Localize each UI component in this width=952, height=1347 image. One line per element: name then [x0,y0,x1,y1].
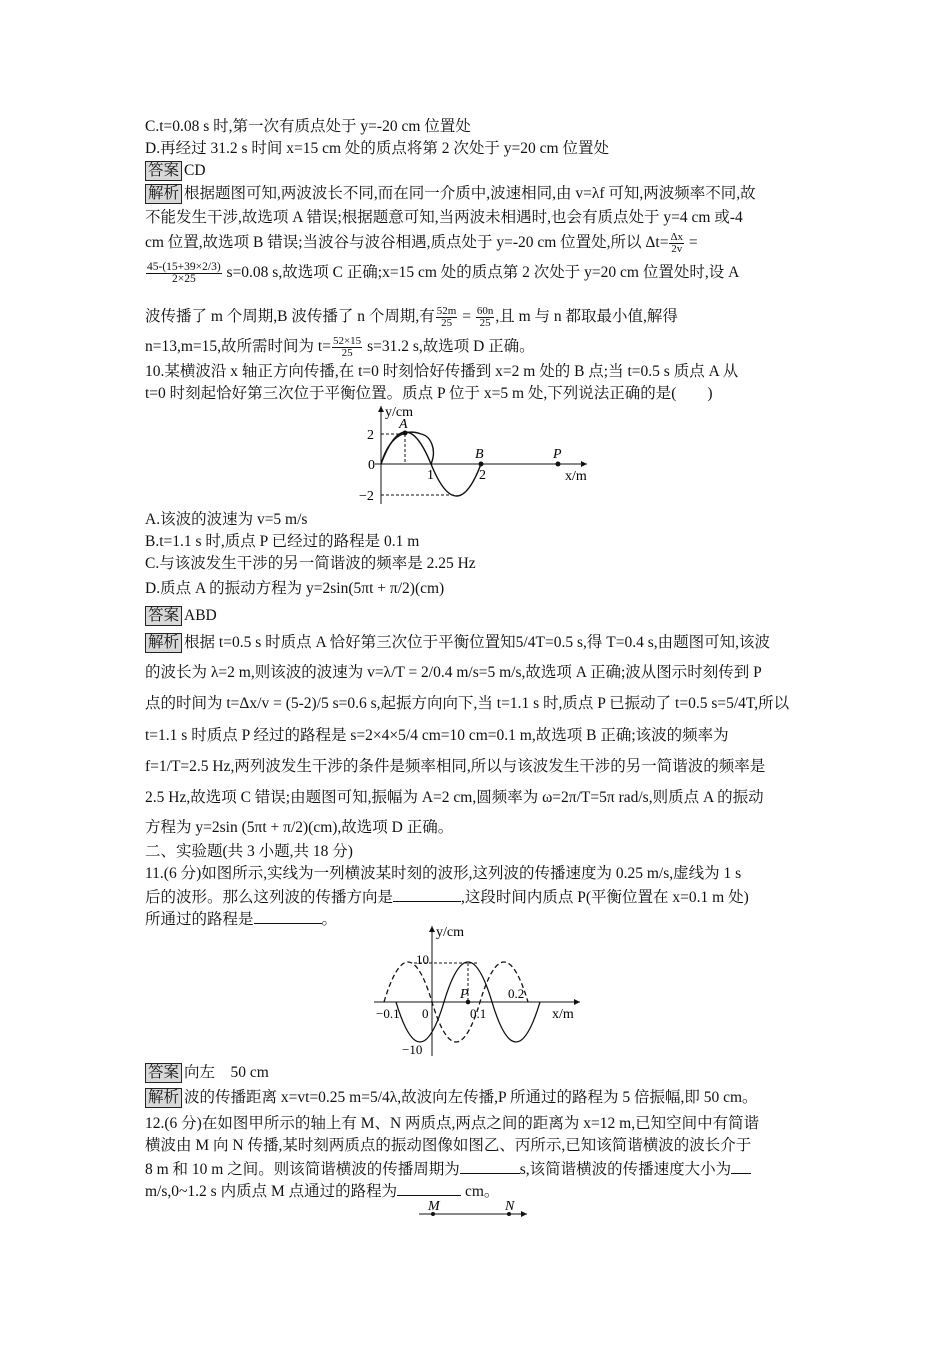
y-axis-label: y/cm [385,405,413,420]
q12-stem-line-2: 横波由 M 向 N 传播,某时刻两质点的振动图像如图乙、丙所示,已知该简谐横波的波长介于 [145,1137,752,1154]
q10-analysis-line-6: 2.5 Hz,故选项 C 错误;由题图可知,振幅为 A=2 cm,圆频率为 ω=2π/T=5π rad/s,则质点 A 的振动 [145,789,764,806]
q10-analysis-line-5: f=1/T=2.5 Hz,两列波发生干涉的条件是频率相同,所以与该波发生干涉的另一简谐波的频率是 [145,758,766,775]
q9-answer-line [145,161,810,181]
q12-stem-line-3 [145,1158,810,1180]
fraction: $\frac{45-(15+39\times 2/3)}{2\times 25}$ [147,261,221,285]
q10-stem-line-2: t=0 时刻起恰好第三次位于平衡位置。质点 P 位于 x=5 m 处,下列说法正确的是( ) [145,385,713,402]
answer-blank [254,908,322,924]
q10-answer: ABD [184,607,217,624]
q9-analysis-line-3: cm 位置,故选项 B 错误;当波谷与波谷相遇,质点处于 y=-20 cm 位置处,所以 Δt= $\frac{\Delta x}{2v}$ = [145,231,698,255]
fraction: $\frac{60n}{25}$ [476,305,494,329]
fraction: $\frac{52\times 15}{25}$ [332,335,362,359]
q11-stem-text: 后的波形。那么这列波的传播方向是 [145,889,394,906]
q10-analysis-line-7: 方程为 y=2sin (5πt + π/2)(cm),故选项 D 正确。 [145,819,454,836]
q10-analysis-line-3: 点的时间为 t=Δx/v = (5-2)/5 s=0.6 s,起振方向向下,当 t=1.1 s 时,质点 P 已振动了 t=0.5 s=5/4T,所以 [145,695,790,712]
section-heading: 二、实验题(共 3 小题,共 18 分) [145,843,353,860]
q10-analysis-line-4: t=1.1 s 时质点 P 经过的路程是 s=2×4×5/4 cm=10 cm=0.1 m,故选项 B 正确;该波的频率为 [145,727,729,744]
q9-option-c: C.t=0.08 s 时,第一次有质点处于 y=-20 cm 位置处 [145,118,471,135]
point-b-dot [479,462,484,467]
q10-analysis-text: 根据 t=0.5 s 时质点 A 恰好第三次位于平衡位置知5/4T=0.5 s,得 T=0.4 s,由题图可知,该波 [184,634,770,651]
q9-analysis-text: n=13,m=15,故所需时间为 t= [145,338,331,356]
wave-curve [381,432,433,464]
x-tick: 0.2 [508,986,525,1001]
point-b-label: B [475,447,484,462]
point-m-label: M [428,1199,440,1214]
y-tick: −10 [402,1042,423,1057]
analysis-tag: 解析 [145,1088,182,1108]
q9-analysis-text: cm 位置,故选项 B 错误;当波谷与波谷相遇,质点处于 y=-20 cm 位置处,所以 Δt= [145,234,669,252]
q11-stem-text: ,这段时间内质点 P(平衡位置在 x=0.1 m 处) [461,889,749,906]
q12-axis-figure [415,1196,535,1222]
q10-option-d: D.质点 A 的振动方程为 y=2sin(5πt + π/2)(cm) [145,580,445,597]
y-tick: 2 [367,428,374,443]
q11-stem-text: 所通过的路程是 [145,911,254,928]
q10-option-b: B.t=1.1 s 时,质点 P 已经过的路程是 0.1 m [145,533,420,550]
q12-stem-text: 8 m 和 10 m 之间。则该简谐横波的传播周期为 [145,1161,460,1178]
point-p-label: P [553,447,562,462]
q11-analysis-line-1 [145,1088,810,1108]
x-tick: 1 [427,468,434,483]
q9-analysis-text: s=31.2 s,故选项 D 正确。 [367,338,535,356]
y-tick: 0 [368,458,375,473]
x-tick: −0.1 [376,1006,400,1021]
q9-analysis-text: 波传播了 m 个周期,B 波传播了 n 个周期,有 [145,308,435,326]
point-p-label: P [460,987,469,1002]
analysis-tag: 解析 [145,633,182,653]
q11-wave-figure [370,922,595,1060]
q9-analysis-line-6 [145,336,810,359]
q11-answer: 向左 50 cm [184,1064,269,1081]
q9-analysis-line-5: 波传播了 m 个周期,B 波传播了 n 个周期,有 $\frac{52m}{25}$ = $\frac{60n}{25}$ ,且 m 与 n 都取最小值,解得 [145,305,678,329]
q12-stem-text: m/s,0~1.2 s 内质点 M 点通过的路程为 [145,1183,398,1200]
answer-tag: 答案 [145,1063,182,1083]
q11-analysis-text: 波的传播距离 x=vt=0.25 m=5/4λ,故波向左传播,P 所通过的路程为 5 倍振幅,即 50 cm。 [184,1089,758,1106]
q9-option-d: D.再经过 31.2 s 时间 x=15 cm 处的质点将第 2 次处于 y=20 cm 位置处 [145,140,609,157]
q10-stem-line-1: 10.某横波沿 x 轴正方向传播,在 t=0 时刻恰好传播到 x=2 m 处的 B 点;当 t=0.5 s 质点 A 从 [145,363,739,380]
fraction: $\frac{\Delta x}{2v}$ [670,231,684,255]
analysis-tag: 解析 [145,184,182,204]
x-tick: 0.1 [470,1006,487,1021]
x-tick: 0 [422,1006,429,1021]
q11-stem-line-2 [145,886,810,908]
q10-analysis-line-2: 的波长为 λ=2 m,则该波的波速为 v=λ/T = 2/0.4 m/s=5 m/s,故选项 A 正确;波从图示时刻传到 P [145,664,762,681]
point-p-dot [556,462,561,467]
q10-wave-figure [355,400,605,508]
q9-answer: CD [184,162,206,179]
answer-tag: 答案 [145,606,182,626]
point-a-label: A [399,417,408,432]
x-tick: 2 [479,468,486,483]
q9-analysis-text: ,且 m 与 n 都取最小值,解得 [495,308,678,326]
q9-analysis-text: 根据题图可知,两波波长不同,而在同一介质中,波速相同,由 v=λf 可知,两波频率不同,故 [184,185,756,202]
q11-stem-line-1: 11.(6 分)如图所示,实线为一列横波某时刻的波形,这列波的传播速度为 0.25 m/s,虚线为 1 s [145,865,742,882]
y-tick: −2 [359,489,374,504]
q9-analysis-text: s=0.08 s,故选项 C 正确;x=15 cm 处的质点第 2 次处于 y=20 cm 位置处时,设 A [226,264,740,282]
q10-option-c: C.与该波发生干涉的另一简谐波的频率是 2.25 Hz [145,555,476,572]
q9-analysis-line-2: 不能发生干涉,故选项 A 错误;根据题意可知,当两波未相遇时,也会有质点处于 y=4 cm 或-4 [145,209,743,226]
point-n-label: N [505,1199,515,1214]
q9-analysis-line-1 [145,184,810,204]
q12-stem-text: s,该简谐横波的传播速度大小为 [519,1161,732,1178]
q11-answer-line [145,1063,810,1083]
answer-blank [460,1158,520,1174]
q12-stem-text: cm。 [464,1183,500,1200]
x-axis-label: x/m [565,469,587,484]
answer-tag: 答案 [145,161,182,181]
q12-stem-line-1: 12.(6 分)在如图甲所示的轴上有 M、N 两质点,两点之间的距离为 x=12 m,已知空间中有简谐 [145,1115,760,1132]
answer-blank [731,1158,751,1174]
answer-blank [397,1180,461,1196]
q9-analysis-line-4 [145,262,810,285]
y-axis-label: y/cm [436,925,464,940]
q10-analysis-line-1 [145,633,810,653]
q10-option-a: A.该波的波速为 v=5 m/s [145,511,308,528]
answer-blank [393,886,461,902]
fraction: $\frac{52m}{25}$ [436,305,457,329]
q10-answer-line [145,606,810,626]
y-tick: 10 [416,952,429,967]
x-axis-label: x/m [552,1007,574,1022]
q11-stem-text: 。 [321,911,338,928]
